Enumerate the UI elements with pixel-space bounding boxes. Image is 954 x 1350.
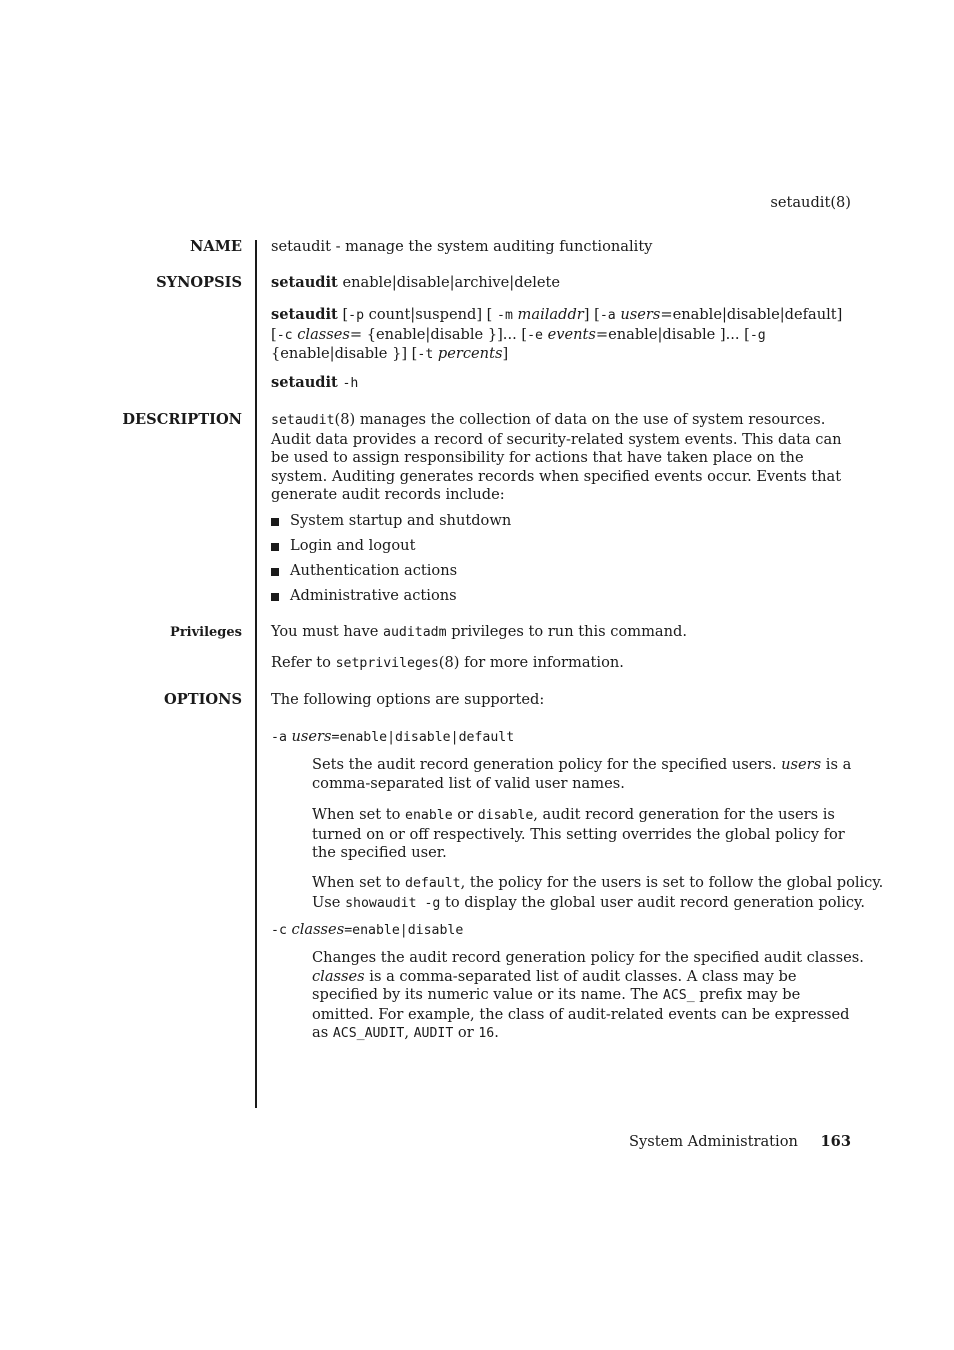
option-c-paragraph-1 bbox=[312, 949, 864, 1044]
bullet-marker bbox=[271, 543, 279, 551]
text-fragment: prefix may be omitted. For example, the class of audit-related events can be expressed as bbox=[312, 986, 850, 1041]
synopsis-command: setaudit bbox=[271, 274, 338, 291]
bullet-marker bbox=[271, 593, 279, 601]
prefix-code: ACS_ bbox=[662, 988, 695, 1003]
section-label-description: DESCRIPTION bbox=[122, 411, 242, 428]
class-example: 16 bbox=[478, 1026, 495, 1041]
text-fragment: ] bbox=[502, 345, 509, 362]
option-a-paragraph-2 bbox=[312, 806, 860, 863]
text-fragment: is a comma-separated list of audit classes. A class may be specified by its numeric value or its name. The bbox=[312, 967, 797, 1003]
synopsis-line-3 bbox=[271, 374, 855, 394]
options-intro: The following options are supported: bbox=[271, 691, 545, 708]
section-label-synopsis: SYNOPSIS bbox=[156, 274, 242, 291]
text-fragment: When set to bbox=[312, 874, 405, 891]
bullet-item: Administrative actions bbox=[290, 587, 457, 604]
text-fragment: [ bbox=[342, 306, 349, 323]
text-fragment: [ bbox=[271, 325, 277, 343]
section-divider-rule bbox=[255, 240, 257, 1108]
synopsis-command: setaudit bbox=[271, 306, 338, 323]
param-name: classes bbox=[297, 325, 350, 343]
param-name: percents bbox=[437, 345, 503, 362]
text-line bbox=[312, 894, 872, 914]
privilege-name: auditadm bbox=[383, 625, 447, 640]
value-keyword: enable bbox=[405, 808, 453, 823]
section-label-options: OPTIONS bbox=[164, 691, 242, 708]
synopsis-block-2 bbox=[271, 306, 855, 365]
option-flag: -m bbox=[497, 308, 513, 323]
value-keyword: default bbox=[405, 876, 461, 891]
option-flag: -a bbox=[599, 308, 616, 323]
footer-book-title: System Administration bbox=[628, 1133, 798, 1150]
text-fragment: (8) manages the collection of data on the use of system resources. Audit data provides a record of security-related system events. This data can be used to assign responsibility for actions that have taken place on the system. Auditing generates records when specified events occur. Events that generate audit records include: bbox=[271, 411, 842, 503]
synopsis-command: setaudit bbox=[271, 374, 338, 391]
param-name: users bbox=[291, 728, 332, 745]
text-fragment: to display the global user audit record generation policy. bbox=[440, 893, 865, 911]
text-fragment: privileges to run this command. bbox=[446, 623, 688, 640]
text-fragment: is a comma-separated list of valid user names. bbox=[312, 756, 852, 792]
text-fragment: or bbox=[452, 806, 478, 823]
text-fragment: {enable|disable }] [ bbox=[271, 345, 418, 362]
page-number: 163 bbox=[820, 1133, 851, 1150]
option-flag: -h bbox=[342, 376, 359, 391]
option-flag: -a bbox=[271, 730, 287, 745]
text-fragment: , audit record generation for the users is turned on or off respectively. This setting overrides the global policy for the specified user. bbox=[312, 806, 845, 861]
param-name: users bbox=[781, 756, 822, 773]
param-name: mailaddr bbox=[517, 306, 584, 323]
section-label-name: NAME bbox=[190, 238, 242, 255]
text-fragment: Use bbox=[312, 893, 346, 911]
param-name: events bbox=[547, 325, 596, 343]
option-flag: -t bbox=[417, 347, 434, 362]
option-a-paragraph-1 bbox=[312, 756, 860, 793]
value-keyword: disable bbox=[477, 808, 534, 823]
option-a-paragraph-3 bbox=[312, 874, 884, 913]
section-label-privileges: Privileges bbox=[170, 625, 242, 640]
text-fragment: . bbox=[494, 1024, 499, 1041]
text-fragment: or bbox=[453, 1024, 479, 1041]
text-fragment: When set to bbox=[312, 806, 405, 823]
text-fragment: count|suspend] [ bbox=[364, 306, 497, 323]
option-a-term bbox=[271, 728, 855, 748]
param-name: classes bbox=[312, 967, 365, 985]
page-footer bbox=[629, 1133, 851, 1152]
privileges-paragraph-1 bbox=[271, 623, 855, 643]
text-fragment: Refer to bbox=[271, 654, 336, 671]
text-fragment: Changes the audit record generation policy for the specified audit classes. bbox=[312, 949, 864, 966]
option-values: =enable|disable|default bbox=[331, 730, 515, 745]
synopsis-line-1 bbox=[271, 274, 855, 293]
text-fragment: Sets the audit record generation policy for the specified users. bbox=[312, 756, 782, 773]
synopsis-2-line-1 bbox=[271, 306, 855, 326]
name-text: setaudit - manage the system auditing functionality bbox=[271, 238, 653, 255]
text-line bbox=[312, 874, 884, 894]
command-name: setprivileges bbox=[335, 656, 439, 671]
text-fragment: You must have bbox=[271, 623, 384, 640]
text-fragment: = {enable|disable }]... [ bbox=[349, 325, 528, 343]
param-name: classes bbox=[291, 921, 345, 938]
privileges-paragraph-2 bbox=[271, 654, 855, 674]
option-flag: -p bbox=[348, 308, 365, 323]
bullet-marker bbox=[271, 568, 279, 576]
synopsis-args: enable|disable|archive|delete bbox=[342, 274, 561, 291]
text-fragment: =enable|disable|default] bbox=[660, 306, 843, 323]
text-fragment: (8) for more information. bbox=[438, 654, 624, 671]
option-flag: -c bbox=[276, 327, 293, 343]
option-flag: -c bbox=[271, 923, 287, 938]
text-fragment: , bbox=[404, 1024, 414, 1041]
class-example: AUDIT bbox=[413, 1026, 454, 1041]
option-values: =enable|disable bbox=[344, 923, 464, 938]
bullet-marker bbox=[271, 518, 279, 526]
option-c-term bbox=[271, 921, 855, 941]
synopsis-2-line-2 bbox=[271, 326, 855, 346]
text-fragment: =enable|disable ]... [ bbox=[595, 325, 750, 343]
bullet-item: Login and logout bbox=[290, 537, 416, 554]
command-name: showaudit -g bbox=[345, 895, 441, 911]
option-flag: -e bbox=[527, 327, 543, 343]
bullet-item: System startup and shutdown bbox=[290, 512, 512, 529]
running-header: setaudit(8) bbox=[770, 194, 851, 211]
bullet-item: Authentication actions bbox=[290, 562, 458, 579]
description-paragraph bbox=[271, 411, 855, 505]
class-example: ACS_AUDIT bbox=[332, 1026, 405, 1041]
option-flag: -g bbox=[749, 327, 766, 343]
command-name: setaudit bbox=[271, 413, 335, 428]
text-fragment: ] [ bbox=[583, 306, 600, 323]
param-name: users bbox=[620, 306, 661, 323]
synopsis-2-line-3 bbox=[271, 345, 855, 365]
text-fragment: , the policy for the users is set to follow the global policy. bbox=[460, 874, 884, 891]
